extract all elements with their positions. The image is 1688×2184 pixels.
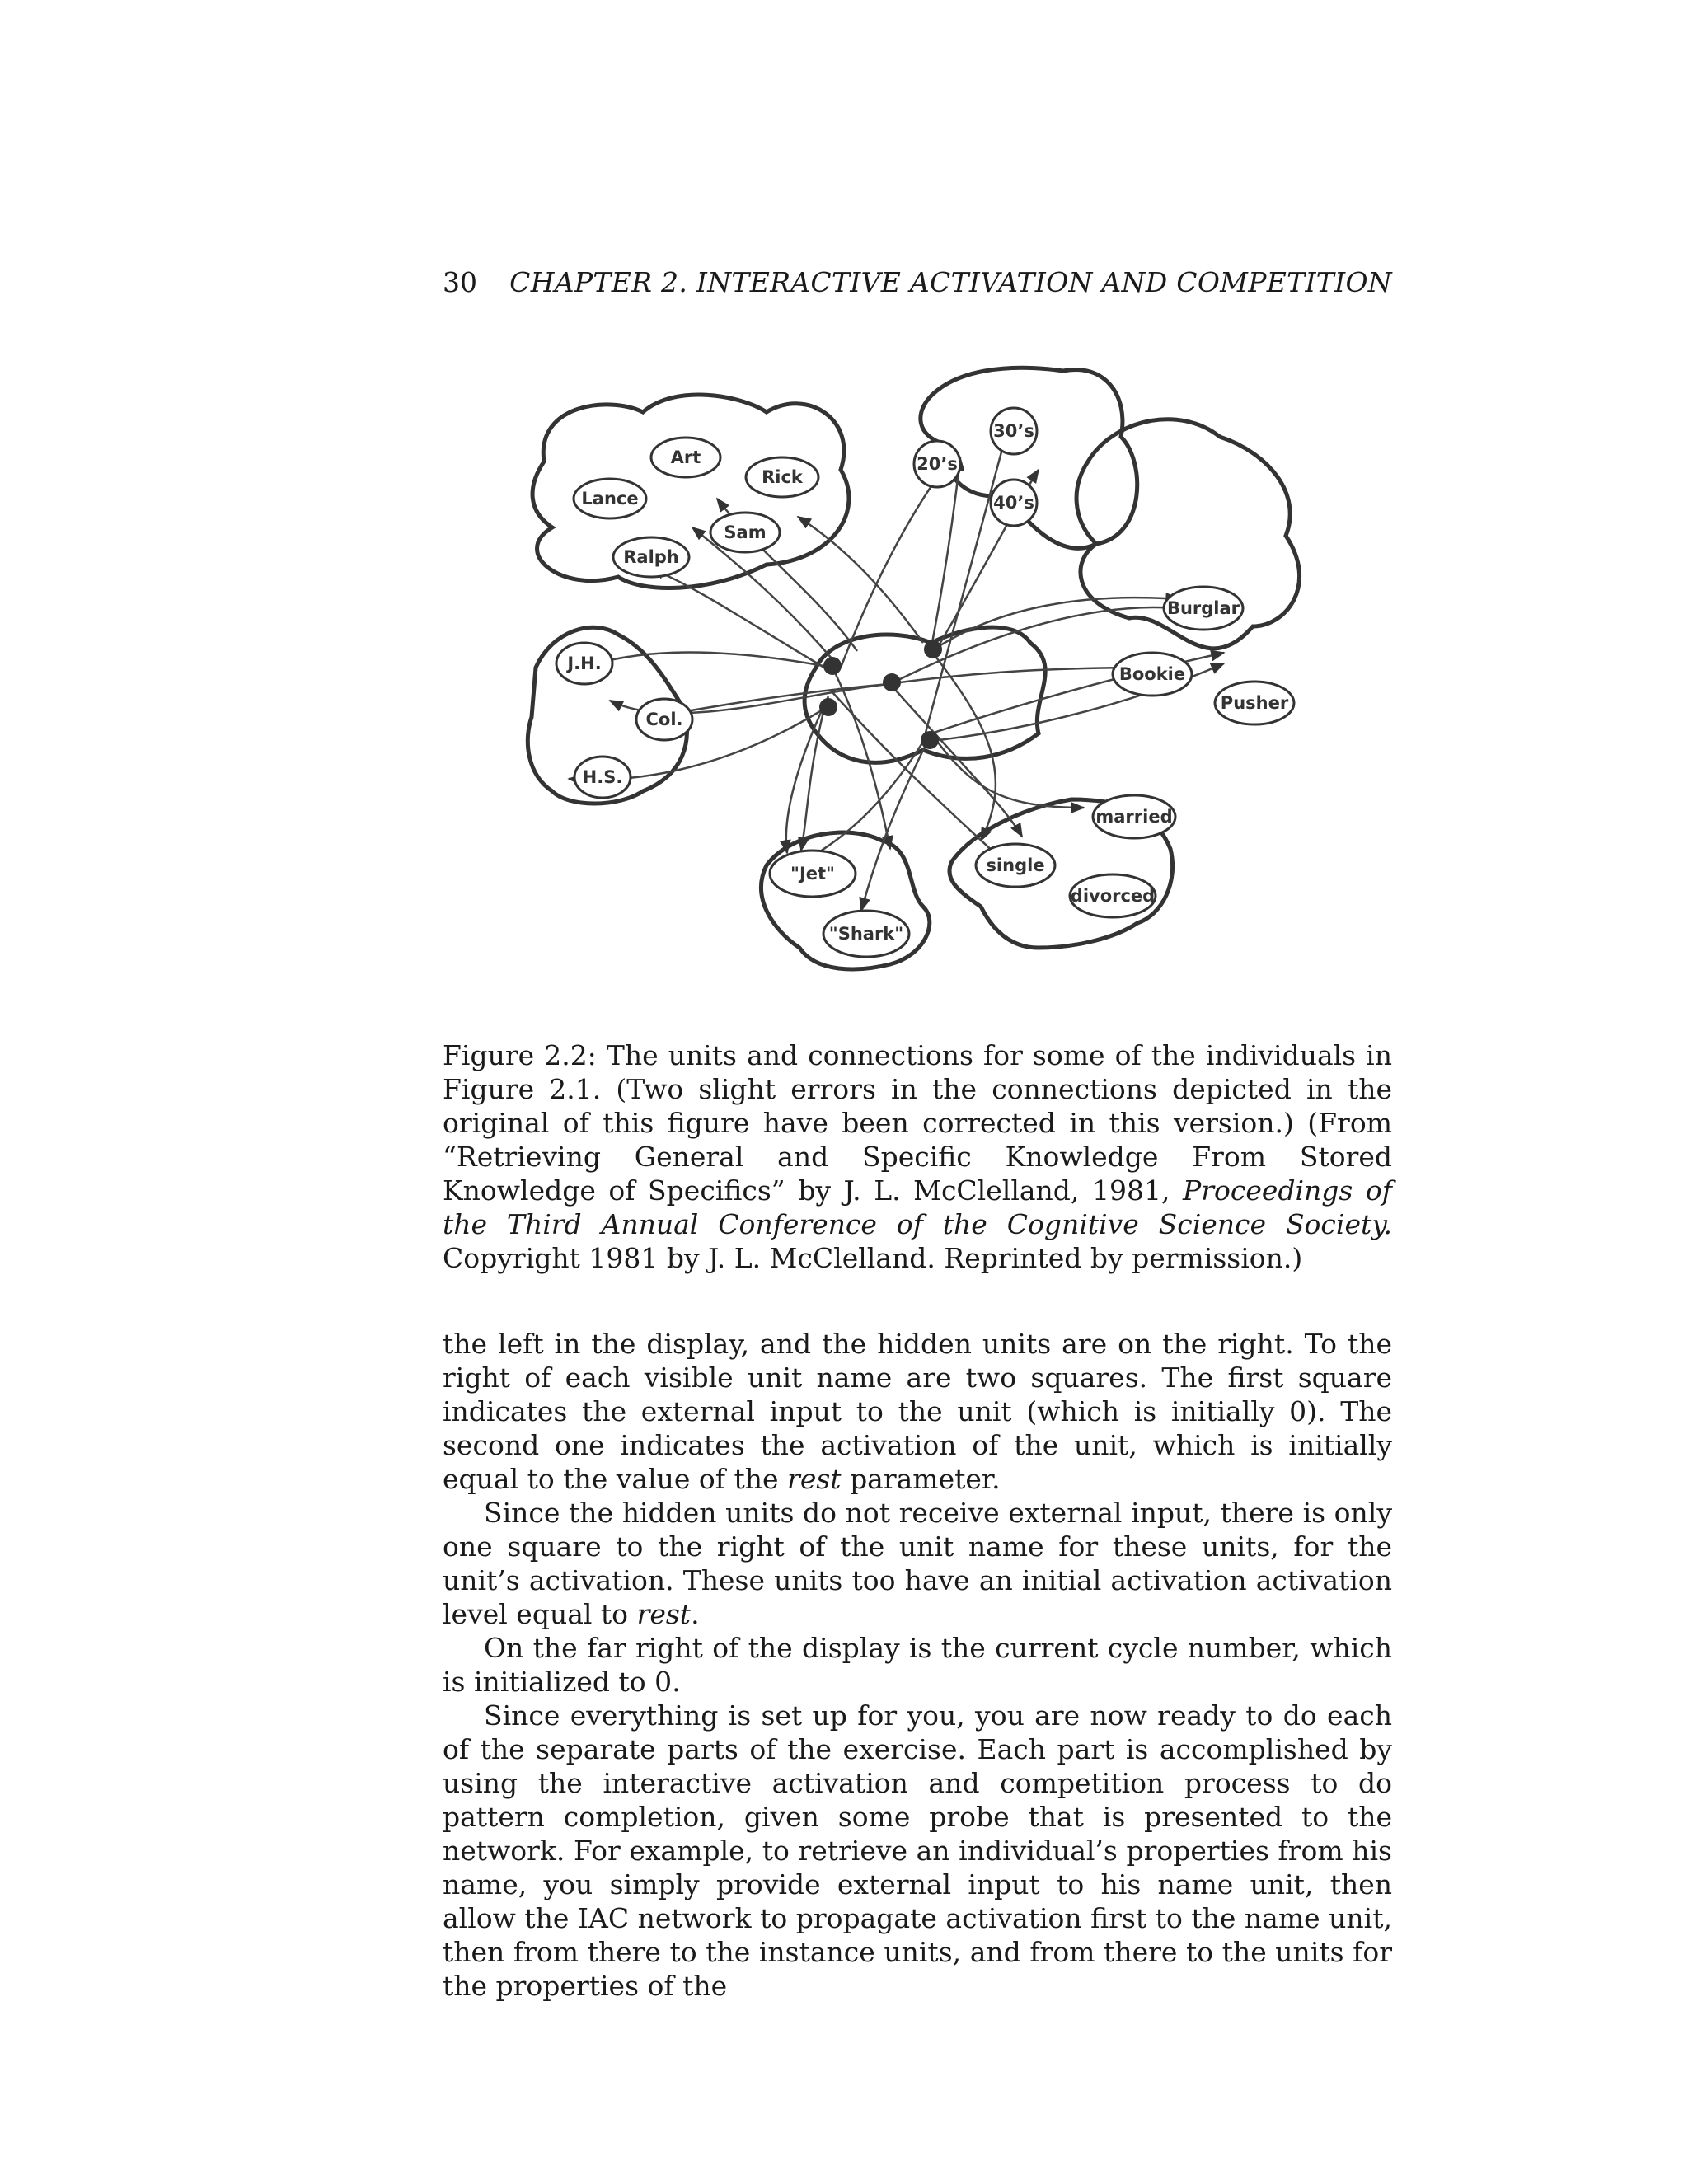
label-hs: H.S. bbox=[582, 767, 623, 787]
instance-unit bbox=[883, 673, 901, 691]
label-divorced: divorced bbox=[1070, 886, 1156, 906]
label-twenties: 20’s bbox=[917, 454, 958, 474]
paragraph: the left in the display, and the hidden units are on the right. To the right of each visible unit name are two squares. The first square indicates the external input to the unit (which is initially 0). The second one indicates the activation of the unit, which is initially equal to the value of the rest parameter. bbox=[443, 1328, 1392, 1495]
label-jh: J.H. bbox=[567, 654, 602, 673]
running-header bbox=[443, 262, 1392, 303]
label-bookie: Bookie bbox=[1118, 664, 1186, 684]
instance-unit bbox=[823, 657, 842, 675]
instance-unit bbox=[819, 698, 837, 716]
label-lance: Lance bbox=[581, 489, 639, 509]
figure-caption bbox=[443, 1038, 1392, 1275]
label-thirties: 30’s bbox=[993, 421, 1034, 441]
caption-text: Figure 2.2: The units and connections for some of the individuals in Figure 2.1. (Two slight errors in the connections depicted in the original of this figure have been corrected in this version.) (From “Retrieving General and Specific Knowledge From Stored Knowledge of Specifics” by J. L. McClelland, 1981, bbox=[443, 1039, 1392, 1207]
iac-network-figure bbox=[495, 346, 1319, 1022]
label-art: Art bbox=[670, 448, 701, 467]
paragraph: Since the hidden units do not receive external input, there is only one square to the right of the unit name for these units, for the unit’s activation. These units too have an initial activation activation level equal to rest. bbox=[443, 1497, 1392, 1630]
body-text bbox=[443, 1327, 1392, 2003]
caption-italic-source: Proceedings of the Third Annual Conference of the Cognitive Science Society. bbox=[443, 1174, 1392, 1240]
instance-unit bbox=[924, 640, 942, 658]
page-number: 30 bbox=[443, 266, 477, 298]
label-married: married bbox=[1095, 807, 1173, 827]
chapter-title: CHAPTER 2. INTERACTIVE ACTIVATION AND COMPETITION bbox=[509, 266, 1392, 298]
label-sam: Sam bbox=[724, 523, 767, 542]
label-forties: 40’s bbox=[993, 493, 1034, 513]
paragraph: On the far right of the display is the current cycle number, which is initialized to 0. bbox=[443, 1632, 1392, 1698]
paragraph: Since everything is set up for you, you are now ready to do each of the separate parts of the exercise. Each part is accomplished by using the interactive activation and competition process to do pattern completion, given some probe that is presented to the network. For example, to retrieve an individual’s properties from his name, you simply provide external input to his name unit, then allow the IAC network to propagate activation first to the name unit, then from there to the instance units, and from there to the units for the properties of the bbox=[443, 1699, 1392, 2002]
label-rick: Rick bbox=[762, 467, 803, 487]
label-ralph: Ralph bbox=[623, 547, 679, 567]
label-jet: "Jet" bbox=[790, 864, 835, 883]
caption-copyright: Copyright 1981 by J. L. McClelland. Reprinted by permission.) bbox=[443, 1242, 1303, 1274]
label-shark: "Shark" bbox=[828, 924, 904, 944]
label-col: Col. bbox=[645, 710, 683, 729]
label-single: single bbox=[986, 855, 1045, 875]
instance-unit bbox=[921, 731, 939, 749]
label-burglar: Burglar bbox=[1166, 598, 1240, 618]
label-pusher: Pusher bbox=[1220, 693, 1289, 713]
